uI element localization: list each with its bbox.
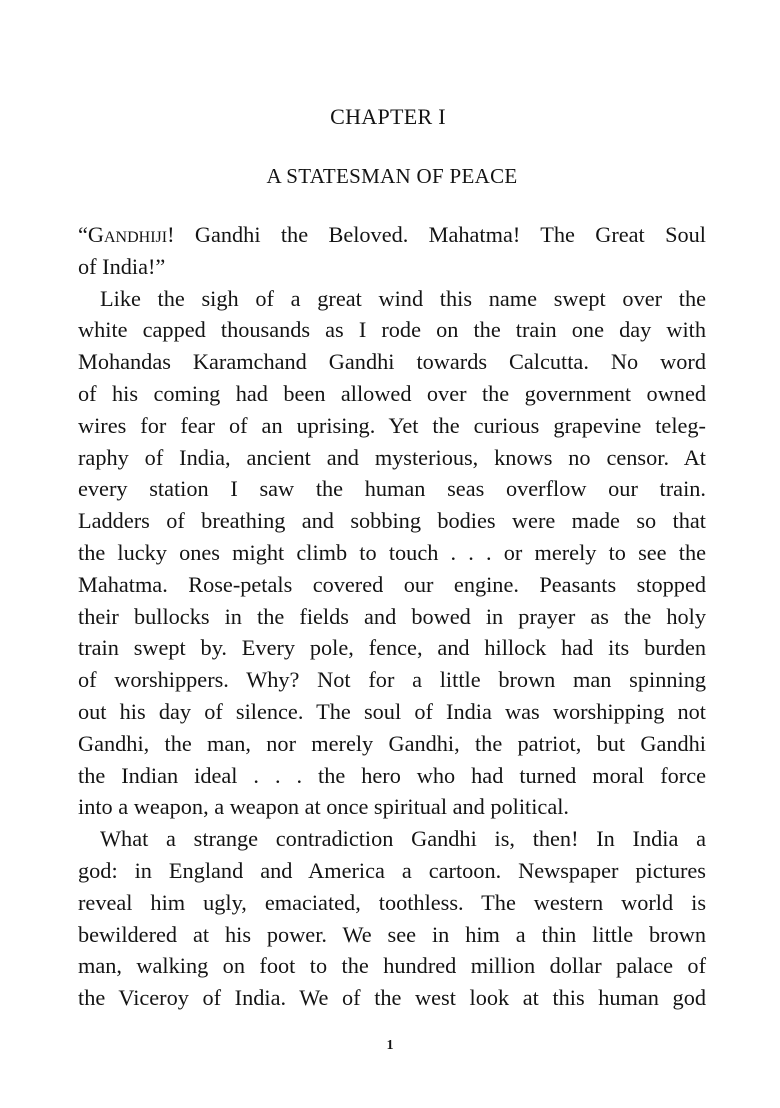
- text-line: bewildered at his power. We see in him a thin little brown: [78, 921, 706, 947]
- text-line: What a strange contradiction Gandhi is, then! In India a: [100, 826, 706, 852]
- text-line: out his day of silence. The soul of India was worshipping not: [78, 698, 706, 724]
- text-line: every station I saw the human seas overflow our train.: [78, 476, 706, 502]
- text-line: Like the sigh of a great wind this name swept over the: [100, 285, 706, 311]
- text-line: raphy of India, ancient and mysterious, knows no censor. At: [78, 444, 706, 470]
- text-line: Mohandas Karamchand Gandhi towards Calcutta. No word: [78, 349, 706, 375]
- text-line: of India!”: [78, 253, 166, 279]
- line-rest: Gandhi the Beloved. Mahatma! The Great Soul: [174, 222, 706, 247]
- text-line: their bullocks in the fields and bowed in prayer as the holy: [78, 603, 706, 629]
- chapter-title: CHAPTER I: [330, 104, 446, 129]
- small-caps-lead: “Gandhiji!: [78, 222, 175, 247]
- text-line: Gandhi, the man, nor merely Gandhi, the patriot, but Gandhi: [78, 730, 706, 756]
- text-line: of his coming had been allowed over the government owned: [78, 380, 706, 406]
- text-line: the Viceroy of India. We of the west look at this human god: [78, 985, 706, 1011]
- text-line: of worshippers. Why? Not for a little brown man spinning: [78, 667, 706, 693]
- text-line: Ladders of breathing and sobbing bodies were made so that: [78, 508, 706, 534]
- body-text: [78, 219, 706, 1014]
- text-line: into a weapon, a weapon at once spiritual and political.: [78, 794, 569, 820]
- text-line: Mahatma. Rose-petals covered our engine. Peasants stopped: [78, 571, 706, 597]
- text-line: wires for fear of an uprising. Yet the curious grapevine teleg-: [78, 412, 706, 438]
- text-line: the lucky ones might climb to touch . . . or merely to see the: [78, 539, 706, 565]
- text-line: [78, 219, 706, 251]
- paragraph: [78, 823, 706, 1014]
- text-line: the Indian ideal . . . the hero who had turned moral force: [78, 762, 706, 788]
- text-line: god: in England and America a cartoon. Newspaper pictures: [78, 857, 706, 883]
- text-line: white capped thousands as I rode on the train one day with: [78, 317, 706, 343]
- text-line: man, walking on foot to the hundred million dollar palace of: [78, 953, 706, 979]
- chapter-subtitle: A STATESMAN OF PEACE: [266, 164, 518, 188]
- text-line: train swept by. Every pole, fence, and hillock had its burden: [78, 635, 706, 661]
- paragraph: [78, 283, 706, 824]
- text-line: reveal him ugly, emaciated, toothless. The western world is: [78, 889, 706, 915]
- page-number: 1: [386, 1038, 394, 1053]
